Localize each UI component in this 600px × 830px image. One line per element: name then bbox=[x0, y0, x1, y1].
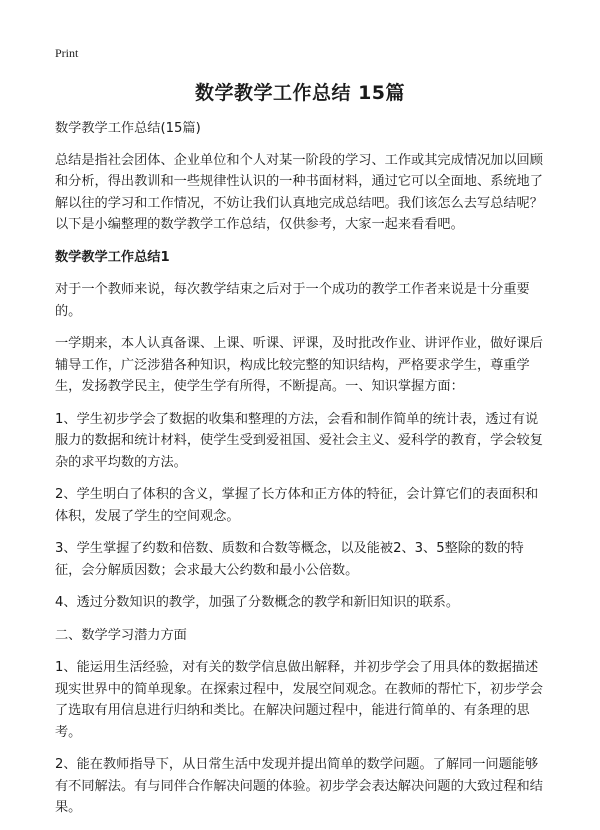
paragraph: 3、学生掌握了约数和倍数、质数和合数等概念，以及能被2、3、5整除的数的特征，会分解质因数；会求最大公约数和最小公倍数。 bbox=[55, 541, 524, 578]
print-label[interactable]: Print bbox=[55, 46, 79, 60]
paragraph-list bbox=[55, 150, 549, 819]
paragraph: 4、透过分数知识的教学，加强了分数概念的教学和新旧知识的联系。 bbox=[55, 595, 460, 610]
document-subtitle: 数学教学工作总结(15篇) bbox=[55, 121, 201, 136]
paragraph: 1、学生初步学会了数据的收集和整理的方法，会看和制作简单的统计表，透过有说服力的数据和统计材料，使学生受到爱祖国、爱社会主义、爱科学的教育，学会较复杂的求平均数的方法。 bbox=[55, 411, 543, 470]
paragraph: 2、学生明白了体积的含义，掌握了长方体和正方体的特征，会计算它们的表面积和体积，发展了学生的空间观念。 bbox=[55, 487, 539, 524]
paragraph: 总结是指社会团体、企业单位和个人对某一阶段的学习、工作或其完成情况加以回顾和分析，得出教训和一些规律性认识的一种书面材料，通过它可以全面地、系统地了解以往的学习和工作情况，不妨让我们认真地完成总结吧。我们该怎么去写总结呢？以下是小编整理的数学教学工作总结，仅供参考，大家一起来看看吧。 bbox=[55, 152, 543, 232]
paragraph: 一学期来，本人认真备课、上课、听课、评课，及时批改作业、讲评作业，做好课后辅导工作，广泛涉猎各种知识，构成比较完整的知识结构，严格要求学生，尊重学生，发扬教学民主，使学生学有所得，不断提高。一、知识掌握方面： bbox=[55, 336, 543, 394]
paragraph: 二、数学学习潜力方面 bbox=[55, 627, 187, 643]
paragraph: 2、能在教师指导下，从日常生活中发现并提出简单的数学问题。了解同一问题能够有不同解法。有与同伴合作解决问题的体验。初步学会表达解决问题的大致过程和结果。 bbox=[55, 757, 543, 815]
paragraph: 对于一个教师来说，每次教学结束之后对于一个成功的教学工作者来说是十分重要的。 bbox=[55, 282, 530, 319]
document-title: 数学教学工作总结 15篇 bbox=[194, 82, 406, 104]
document-body bbox=[55, 118, 549, 830]
section-heading: 数学教学工作总结1 bbox=[55, 249, 170, 265]
paragraph: 1、能运用生活经验，对有关的数学信息做出解释，并初步学会了用具体的数据描述现实世界中的简单现象。在探索过程中，发展空间观念。在教师的帮忙下，初步学会了选取有用信息进行归纳和类比。在解决问题过程中，能进行简单的、有条理的思考。 bbox=[55, 660, 543, 740]
